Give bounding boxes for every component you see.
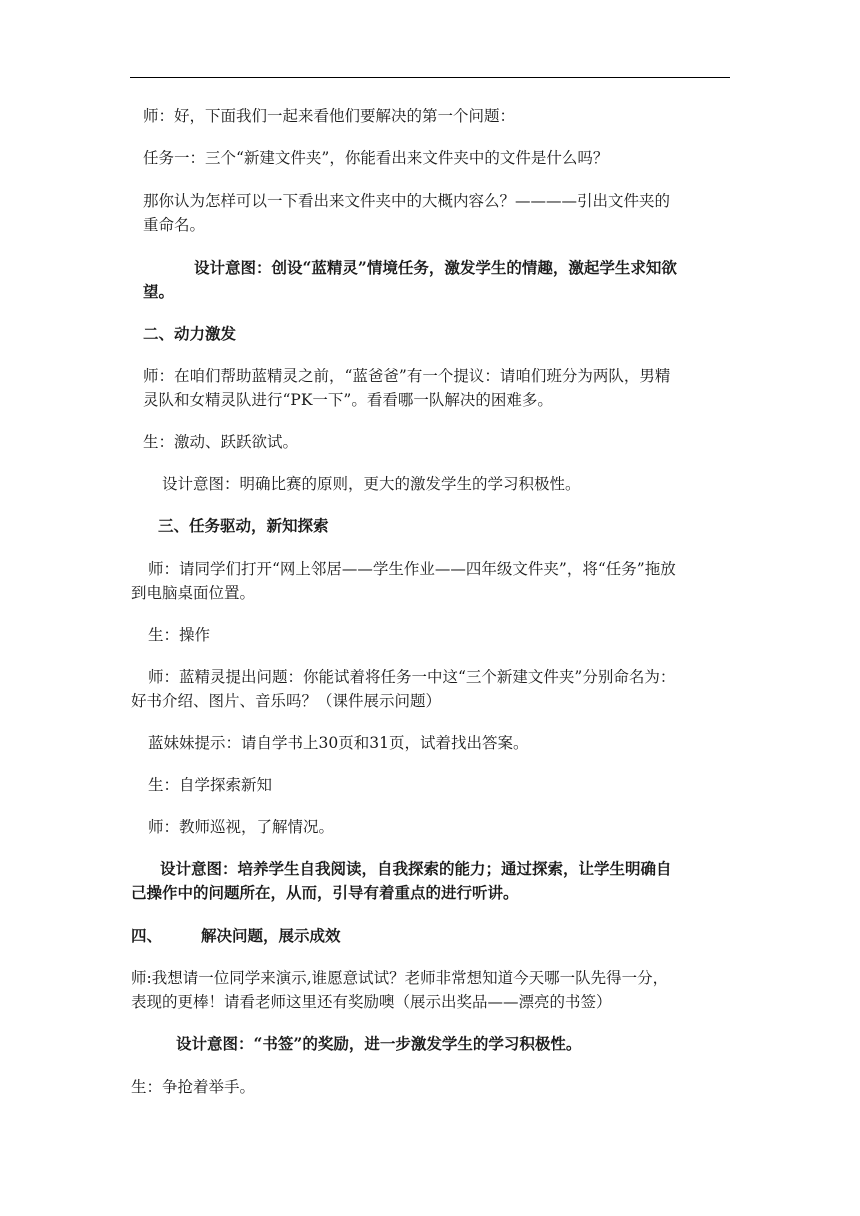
paragraph-teacher-intro: 师：好，下面我们一起来看他们要解决的第一个问题： bbox=[143, 107, 516, 125]
paragraph-self-study: 生：自学探索新知 bbox=[148, 776, 273, 794]
paragraph-rename-line2: 重命名。 bbox=[143, 216, 206, 234]
paragraph-open-folder-line2: 到电脑桌面位置。 bbox=[131, 584, 256, 602]
header-rule bbox=[130, 77, 730, 78]
design-intent-3-line2: 己操作中的问题所在，从而，引导有着重点的进行听讲。 bbox=[131, 883, 519, 902]
paragraph-smurfette-hint: 蓝妹妹提示：请自学书上30页和31页，试着找出答案。 bbox=[148, 734, 529, 752]
paragraph-smurf-question-line1: 师：蓝精灵提出问题：你能试着将任务一中这“三个新建文件夹”分别命名为： bbox=[148, 668, 676, 686]
section-heading-2: 二、动力激发 bbox=[143, 324, 237, 343]
section-heading-4-number: 四、 bbox=[131, 926, 163, 945]
paragraph-task-one: 任务一：三个“新建文件夹”，你能看出来文件夹中的文件是什么吗？ bbox=[143, 149, 609, 167]
paragraph-smurf-question-line2: 好书介绍、图片、音乐吗？（课件展示问题） bbox=[131, 692, 442, 710]
paragraph-student-operate: 生：操作 bbox=[148, 626, 211, 644]
paragraph-proposal-line1: 师：在咱们帮助蓝精灵之前，“蓝爸爸”有一个提议：请咱们班分为两队，男精 bbox=[143, 367, 671, 385]
section-heading-3: 三、任务驱动，新知探索 bbox=[158, 516, 329, 535]
section-heading-4-title: 解决问题，展示成效 bbox=[201, 926, 341, 945]
paragraph-teacher-patrol: 师：教师巡视，了解情况。 bbox=[148, 818, 335, 836]
design-intent-4: 设计意图：“书签”的奖励，进一步激发学生的学习积极性。 bbox=[176, 1034, 582, 1053]
paragraph-proposal-line2: 灵队和女精灵队进行“PK一下”。看看哪一队解决的困难多。 bbox=[143, 391, 553, 409]
design-intent-2: 设计意图：明确比赛的原则，更大的激发学生的学习积极性。 bbox=[162, 475, 581, 493]
paragraph-rename-line1: 那你认为怎样可以一下看出来文件夹中的大概内容么？————引出文件夹的 bbox=[143, 192, 671, 210]
paragraph-students-raise-hands: 生：争抢着举手。 bbox=[131, 1078, 256, 1096]
design-intent-1-line1: 设计意图：创设“蓝精灵”情境任务，激发学生的情趣，激起学生求知欲 bbox=[194, 258, 677, 277]
paragraph-demo-line1: 师:我想请一位同学来演示,谁愿意试试？老师非常想知道今天哪一队先得一分， bbox=[131, 969, 669, 987]
design-intent-3-line1: 设计意图：培养学生自我阅读，自我探索的能力；通过探索，让学生明确自 bbox=[160, 859, 672, 878]
paragraph-demo-line2: 表现的更棒！请看老师这里还有奖励噢（展示出奖品——漂亮的书签） bbox=[131, 993, 612, 1011]
design-intent-1-line2: 望。 bbox=[143, 282, 175, 301]
paragraph-open-folder-line1: 师：请同学们打开“网上邻居——学生作业——四年级文件夹”，将“任务”拖放 bbox=[148, 560, 676, 578]
paragraph-student-excited: 生：激动、跃跃欲试。 bbox=[143, 433, 299, 451]
